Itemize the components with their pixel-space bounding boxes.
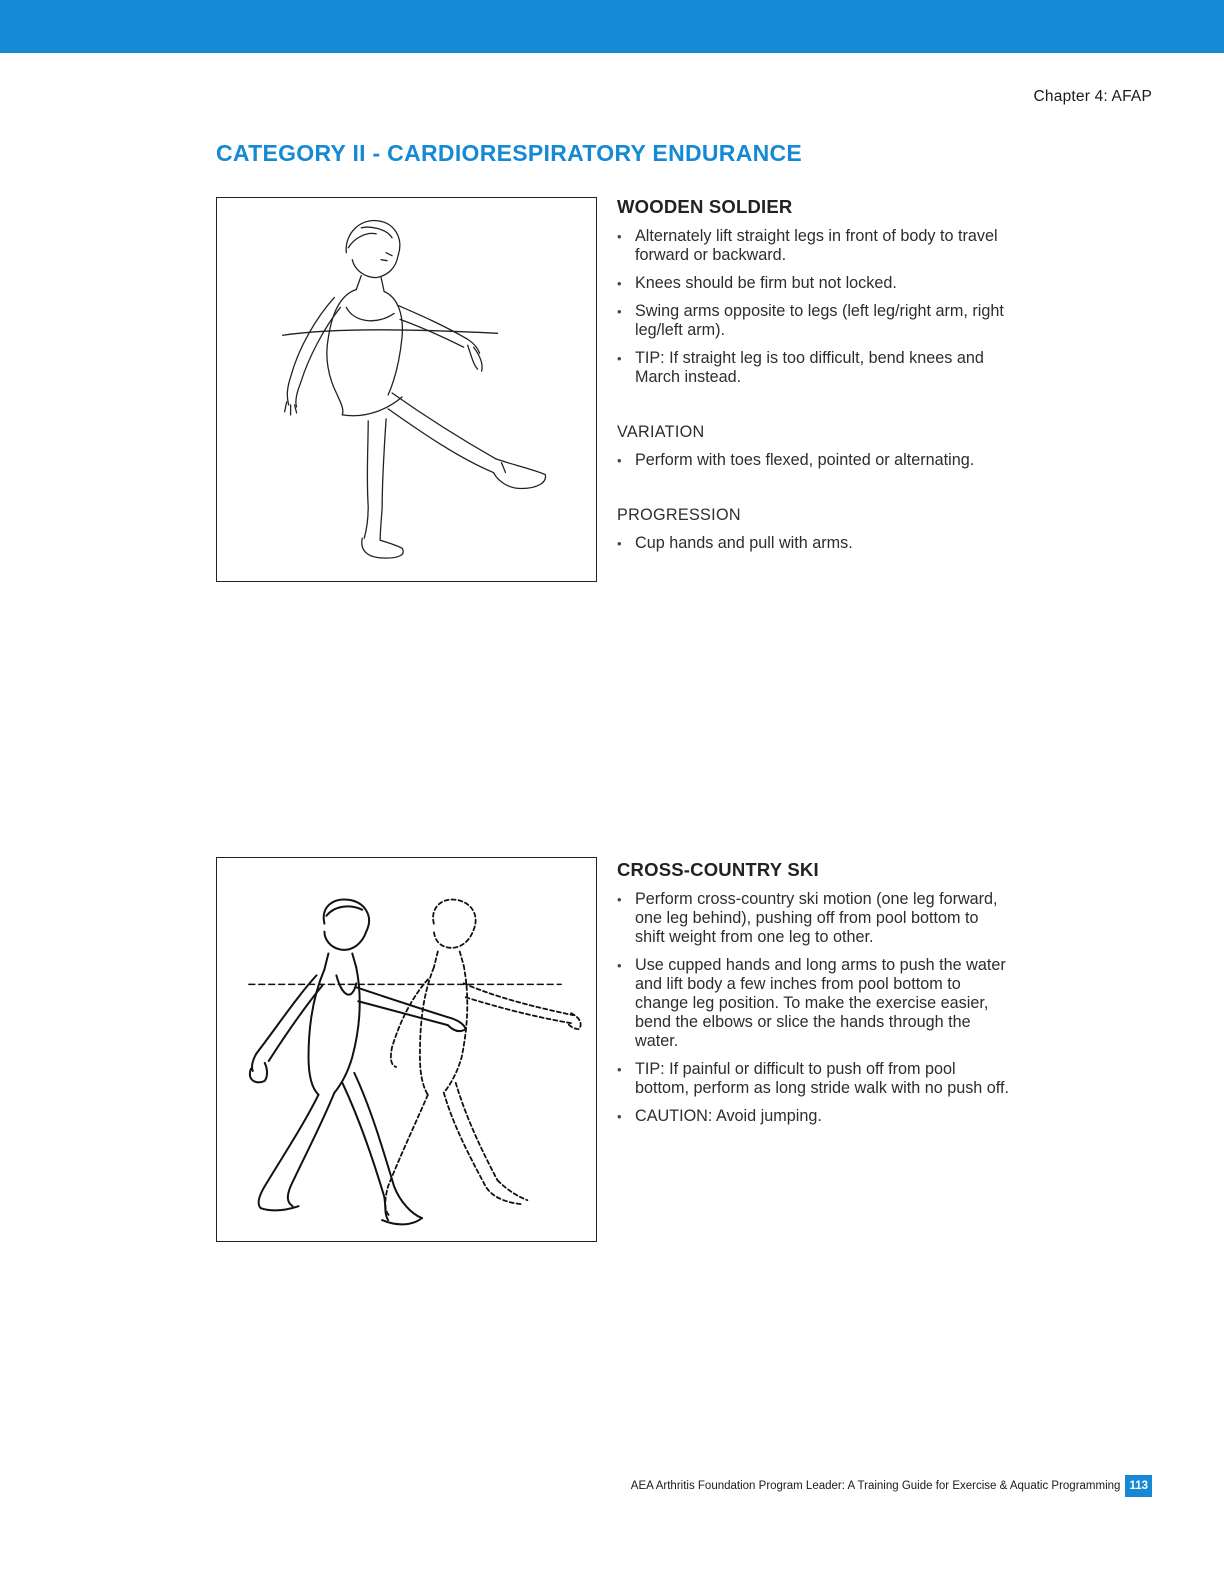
top-banner <box>0 0 1224 53</box>
progression-list <box>617 534 1012 553</box>
progression-heading: PROGRESSION <box>617 506 741 524</box>
page-number: 113 <box>1125 1475 1152 1497</box>
list-item: • CAUTION: Avoid jumping. <box>617 1107 1012 1126</box>
variation-list <box>617 451 1012 470</box>
instruction-list <box>617 890 1012 1126</box>
chapter-label: Chapter 4: AFAP <box>1033 88 1152 105</box>
list-item: • Alternately lift straight legs in front of body to travel forward or backward. <box>617 227 1012 265</box>
list-item: • Cup hands and pull with arms. <box>617 534 1012 553</box>
instruction-list <box>617 227 1012 387</box>
variation-heading: VARIATION <box>617 423 705 441</box>
page-title: CATEGORY II - CARDIORESPIRATORY ENDURANCE <box>216 140 803 166</box>
list-item: • Knees should be firm but not locked. <box>617 274 1012 293</box>
list-item: • Use cupped hands and long arms to push the water and lift body a few inches from pool bottom to change leg position. To make the exercise easier, bend the elbows or slice the hands through the water. <box>617 956 1012 1051</box>
wooden-soldier-section <box>617 196 1012 562</box>
list-item: • Perform with toes flexed, pointed or alternating. <box>617 451 1012 470</box>
page-footer <box>631 1475 1152 1497</box>
wooden-soldier-figure <box>217 198 596 581</box>
list-item: • TIP: If painful or difficult to push off from pool bottom, perform as long stride walk with no push off. <box>617 1060 1012 1098</box>
list-item: • TIP: If straight leg is too difficult, bend knees and March instead. <box>617 349 1012 387</box>
exercise-title: WOODEN SOLDIER <box>617 196 793 217</box>
footer-title: AEA Arthritis Foundation Program Leader: A Training Guide for Exercise & Aquatic Programming <box>630 1480 1121 1492</box>
cross-country-ski-section <box>617 859 1012 1135</box>
wooden-soldier-illustration <box>216 197 597 582</box>
list-item: • Perform cross-country ski motion (one leg forward, one leg behind), pushing off from pool bottom to shift weight from one leg to other. <box>617 890 1012 947</box>
cross-country-ski-illustration <box>216 857 597 1242</box>
exercise-title: CROSS-COUNTRY SKI <box>617 859 819 880</box>
cross-country-ski-figure <box>217 858 596 1241</box>
list-item: • Swing arms opposite to legs (left leg/right arm, right leg/left arm). <box>617 302 1012 340</box>
